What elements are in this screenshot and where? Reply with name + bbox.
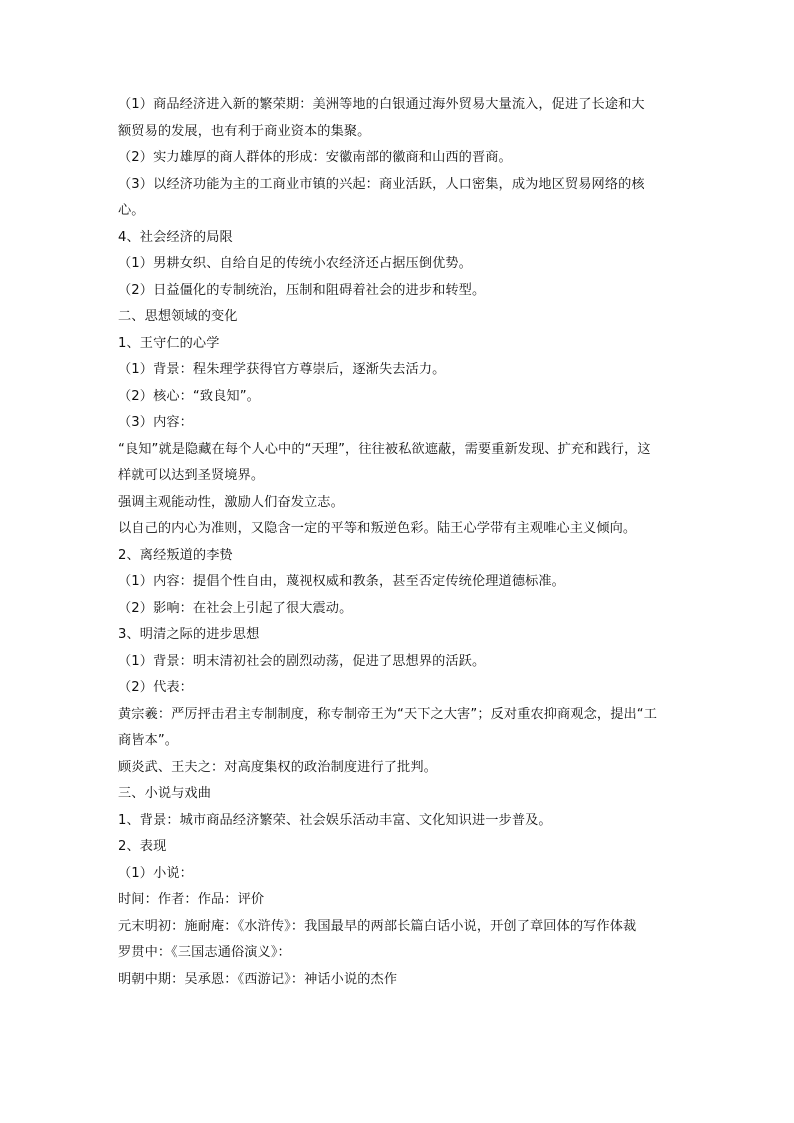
text-line: （2）代表： (118, 680, 193, 695)
text-line: （1）男耕女织、自给自足的传统小农经济还占据压倒优势。 (118, 256, 472, 271)
text-line: 明朝中期：吴承恩：《西游记》：神话小说的杰作 (118, 971, 398, 987)
document-body (118, 92, 678, 993)
text-line: “良知”就是隐藏在每个人心中的“天理”，往往被私欲遮蔽，需要重新发现、扩充和践行，这 (118, 441, 651, 457)
text-line: （2）核心：“致良知”。 (118, 388, 260, 404)
text-line: （1）背景：程朱理学获得官方尊崇后，逐渐失去活力。 (118, 362, 446, 377)
text-line: （2）实力雄厚的商人群体的形成：安徽南部的徽商和山西的晋商。 (118, 150, 512, 165)
text-line: 样就可以达到圣贤境界。 (118, 468, 265, 483)
text-line: 罗贯中：《三国志通俗演义》： (118, 945, 291, 960)
text-line: 以自己的内心为准则，又隐含一定的平等和叛逆色彩。陆王心学带有主观唯心主义倾向。 (118, 521, 637, 536)
text-line: （1）内容：提倡个性自由，蔑视权威和教条，甚至否定传统伦理道德标准。 (118, 574, 565, 589)
chapter-heading: 三、小说与戏曲 (118, 786, 212, 801)
chapter-heading: 二、思想领域的变化 (118, 309, 238, 324)
text-line: （2）日益僵化的专制统治，压制和阻碍着社会的进步和转型。 (118, 282, 486, 298)
text-line: （3）内容： (118, 415, 193, 430)
text-line: 黄宗羲：严厉抨击君主专制制度，称专制帝王为“天下之大害”；反对重农抑商观念，提出“工 (118, 706, 658, 722)
text-line: （2）影响：在社会上引起了很大震动。 (118, 600, 353, 616)
text-line: 元末明初：施耐庵：《水浒传》：我国最早的两部长篇白话小说，开创了章回体的写作体裁 (118, 918, 637, 934)
section-heading: 2、离经叛道的李贽 (118, 547, 233, 563)
section-heading: 4、社会经济的局限 (118, 229, 233, 245)
text-line: 顾炎武、王夫之：对高度集权的政治制度进行了批判。 (118, 759, 437, 775)
text-line: 心。 (118, 203, 145, 218)
text-line: （1）背景：明末清初社会的剧烈动荡，促进了思想界的活跃。 (118, 653, 486, 669)
text-line: 时间：作者：作品：评价 (118, 892, 265, 907)
text-line: （3）以经济功能为主的工商业市镇的兴起：商业活跃，人口密集，成为地区贸易网络的核 (118, 176, 645, 192)
text-line: 商皆本”。 (118, 733, 179, 748)
text-line: （1）商品经济进入新的繁荣期：美洲等地的白银通过海外贸易大量流入，促进了长途和大 (118, 97, 645, 112)
text-line: （1）小说： (118, 865, 193, 881)
section-heading: 1、王守仁的心学 (118, 335, 220, 351)
text-line: 强调主观能动性，激励人们奋发立志。 (118, 494, 344, 510)
section-heading: 2、表现 (118, 839, 167, 854)
text-line: 1、背景：城市商品经济繁荣、社会娱乐活动丰富、文化知识进一步普及。 (118, 812, 552, 828)
text-line: 额贸易的发展，也有利于商业资本的集聚。 (118, 123, 371, 139)
section-heading: 3、明清之际的进步思想 (118, 627, 260, 642)
